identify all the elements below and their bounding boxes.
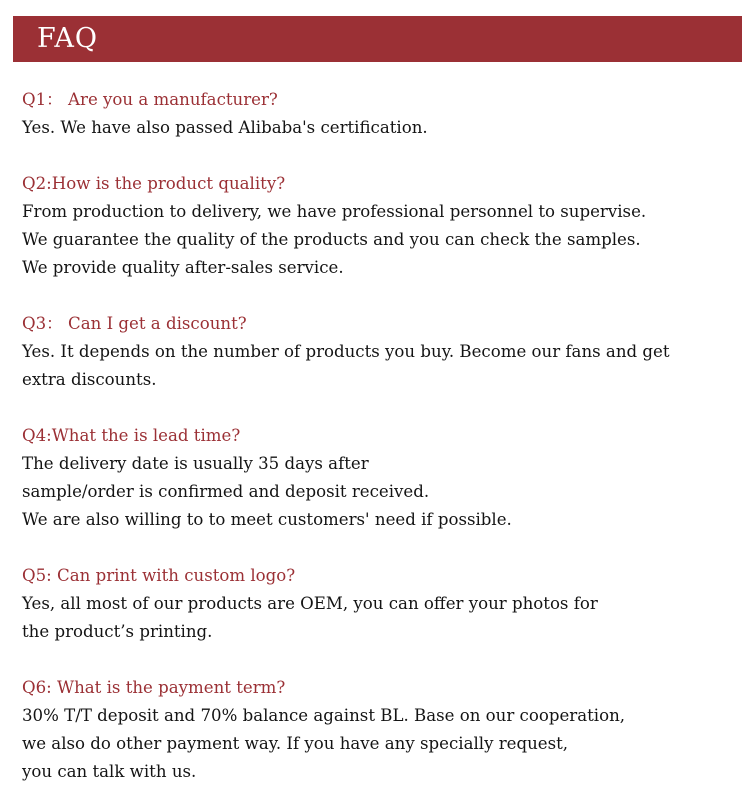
faq-item-q1	[22, 86, 742, 142]
faq-question: Q5: Can print with custom logo?	[22, 566, 296, 585]
faq-answer-line: Yes, all most of our products are OEM, you can offer your photos for	[22, 594, 598, 613]
faq-answer-line: We are also willing to to meet customers' need if possible.	[22, 510, 512, 529]
faq-item-q2	[22, 170, 742, 282]
faq-question: Q6: What is the payment term?	[22, 678, 286, 697]
faq-item-q4	[22, 422, 742, 534]
faq-answer-line: 30% T/T deposit and 70% balance against BL. Base on our cooperation,	[22, 706, 626, 725]
faq-answer-line: Yes. It depends on the number of products you buy. Become our fans and get	[22, 342, 670, 361]
faq-answer-line: extra discounts.	[22, 370, 157, 389]
faq-answer-line: From production to delivery, we have professional personnel to supervise.	[22, 202, 647, 221]
faq-item-q3	[22, 310, 742, 394]
faq-answer-line: Yes. We have also passed Alibaba's certification.	[22, 118, 428, 137]
faq-answer-line: We guarantee the quality of the products and you can check the samples.	[22, 230, 641, 249]
faq-answer-line: The delivery date is usually 35 days after	[22, 454, 369, 473]
faq-answer-line: you can talk with us.	[22, 762, 197, 781]
faq-list	[22, 86, 742, 786]
faq-question: Q3： Can I get a discount?	[22, 314, 247, 333]
faq-answer-line: the product’s printing.	[22, 622, 213, 641]
faq-title: FAQ	[37, 23, 99, 54]
faq-question: Q2:How is the product quality?	[22, 174, 286, 193]
faq-answer-line: sample/order is confirmed and deposit received.	[22, 482, 430, 501]
faq-header-bar	[13, 16, 742, 62]
faq-item-q5	[22, 562, 742, 646]
faq-question: Q1： Are you a manufacturer?	[22, 90, 278, 109]
faq-item-q6	[22, 674, 742, 786]
faq-question: Q4:What the is lead time?	[22, 426, 241, 445]
faq-answer-line: We provide quality after-sales service.	[22, 258, 344, 277]
faq-answer-line: we also do other payment way. If you have any specially request,	[22, 734, 569, 753]
